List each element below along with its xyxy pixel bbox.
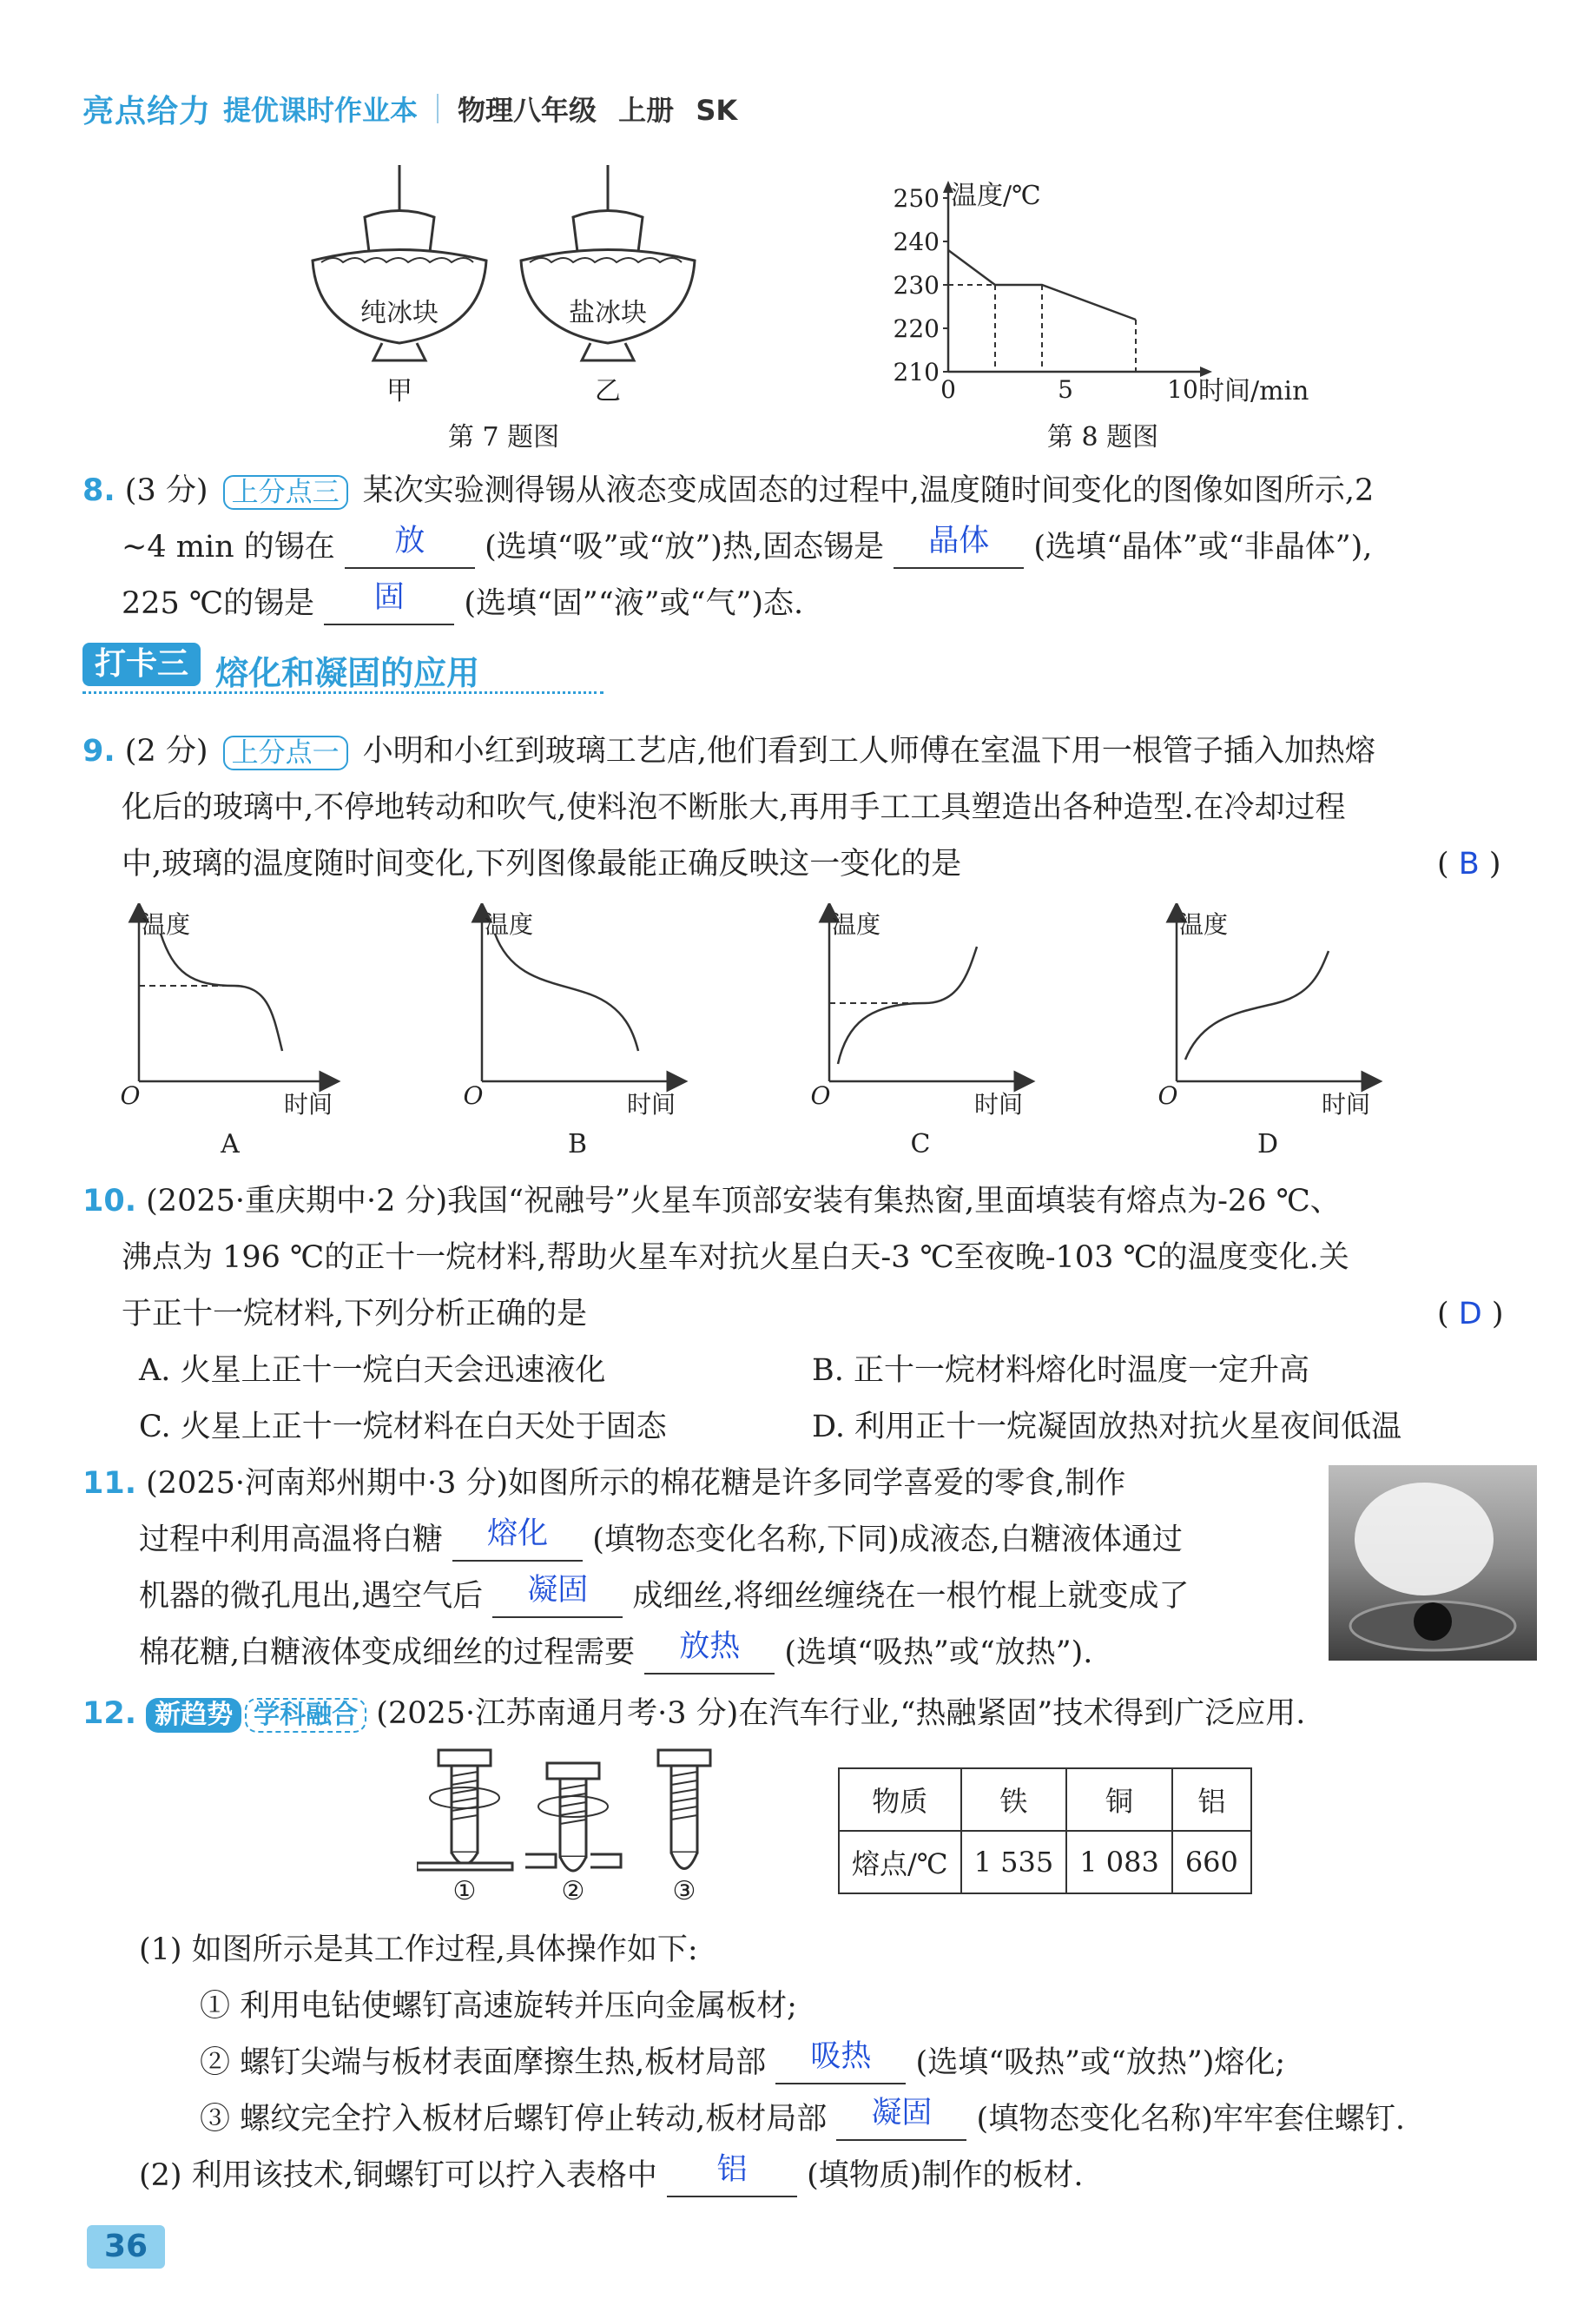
graph-a-ylabel: 温度 xyxy=(142,910,191,939)
screw-step-2 xyxy=(525,1763,621,1871)
q10-number: 10. xyxy=(82,1184,137,1219)
table-row-label: 熔点/℃ xyxy=(839,1831,961,1893)
q12-answer1: 吸热 xyxy=(810,2039,872,2074)
q12-tag-trend: 新趋势 xyxy=(146,1698,241,1733)
q8-text2a: ~4 min 的锡在 xyxy=(122,530,335,565)
graph-a-xlabel: 时间 xyxy=(283,1090,333,1119)
section-underline xyxy=(82,691,603,694)
q11-text3a: 机器的微孔甩出,遇空气后 xyxy=(139,1579,484,1614)
page-header xyxy=(82,83,737,135)
graph-d-ylabel: 温度 xyxy=(1179,910,1229,939)
graph-a-label[interactable]: A xyxy=(221,1129,240,1159)
q12-step2 xyxy=(200,2041,1285,2084)
q10-option-d[interactable]: D. 利用正十一烷凝固放热对抗火星夜间低温 xyxy=(812,1410,1402,1444)
graph-b-xlabel: 时间 xyxy=(626,1090,676,1119)
section-title: 熔化和凝固的应用 xyxy=(215,654,480,692)
q12-answer2: 凝固 xyxy=(871,2096,933,2130)
q8-blank3[interactable] xyxy=(324,580,454,625)
q8-text2b: (选填“吸”或“放”)热,固态锡是 xyxy=(485,530,885,565)
q12-number: 12. xyxy=(82,1696,137,1731)
graph-c-ylabel: 温度 xyxy=(832,910,881,939)
q8-text1: 某次实验测得锡从液态变成固态的过程中,温度随时间变化的图像如图所示,2 xyxy=(362,473,1375,508)
section-heading xyxy=(82,643,603,697)
q8-text3b: (选填“固”“液”或“气”)态. xyxy=(464,586,804,621)
table-header-cell: 铜 xyxy=(1066,1768,1172,1831)
q10-option-b[interactable]: B. 正十一烷材料熔化时温度一定升高 xyxy=(812,1353,1309,1388)
q12-part2b: (填物质)制作的板材. xyxy=(807,2158,1084,2193)
graph-d-origin: O xyxy=(1157,1081,1178,1110)
label-jia: 甲 xyxy=(386,376,412,406)
y-tick-label: 210 xyxy=(893,358,940,386)
page-number: 36 xyxy=(87,2225,165,2269)
brand-logo: 亮点给力 xyxy=(82,93,212,129)
label-yi: 乙 xyxy=(595,376,621,406)
chart-plot xyxy=(894,181,1212,404)
q10-line2: 沸点为 196 ℃的正十一烷材料,帮助火星车对抗火星白天-3 ℃至夜晚-103 ℃的温度变化.关 xyxy=(122,1240,1349,1275)
q11-line2 xyxy=(139,1518,1183,1562)
q8-number: 8. xyxy=(82,473,115,508)
q8-score: (3 分) xyxy=(124,473,208,508)
q8-answer1: 放 xyxy=(394,524,425,558)
q11-blank2[interactable] xyxy=(492,1573,623,1618)
book-info: 物理八年级 上册 SK xyxy=(458,94,738,127)
q11-text3b: 成细丝,将细丝缠绕在一根竹棍上就变成了 xyxy=(632,1579,1190,1614)
graph-c-origin: O xyxy=(810,1081,831,1110)
q12-step2b: (选填“吸热”或“放热”)熔化; xyxy=(915,2045,1286,2080)
q12-blank2[interactable] xyxy=(836,2096,966,2141)
q11-text4a: 棉花糖,白糖液体变成细丝的过程需要 xyxy=(139,1635,636,1670)
q8-tag: 上分点三 xyxy=(223,475,348,510)
step-1-label: ① xyxy=(452,1876,477,1906)
q11-text2b: (填物态变化名称,下同)成液态,白糖液体通过 xyxy=(592,1523,1183,1557)
q10-line3: 于正十一烷材料,下列分析正确的是 xyxy=(122,1297,588,1331)
q8-line1 xyxy=(82,469,1374,512)
q12-tag-fusion: 学科融合 xyxy=(245,1698,366,1733)
step-3-label: ③ xyxy=(672,1876,696,1906)
q12-step3a: ③ 螺纹完全拧入板材后螺钉停止转动,板材局部 xyxy=(200,2102,828,2137)
y-tick-label: 220 xyxy=(893,314,940,343)
q11-answer3: 放热 xyxy=(679,1629,741,1664)
q11-text2a: 过程中利用高温将白糖 xyxy=(139,1523,444,1557)
table-cell: 660 xyxy=(1172,1831,1251,1893)
q10-option-a[interactable]: A. 火星上正十一烷白天会迅速液化 xyxy=(139,1353,606,1388)
table-header-cell: 铝 xyxy=(1172,1768,1251,1831)
q9-tag: 上分点一 xyxy=(223,736,348,770)
q9-line2: 化后的玻璃中,不停地转动和吹气,使料泡不断胀大,再用手工工具塑造出各种造型.在冷却过程 xyxy=(122,790,1346,825)
q8-answer2: 晶体 xyxy=(928,524,990,558)
bowl-jia xyxy=(313,165,486,360)
q11-line3 xyxy=(139,1575,1190,1618)
table-header-cell: 物质 xyxy=(839,1768,961,1831)
q11-text1: (2025·河南郑州期中·3 分)如图所示的棉花糖是许多同学喜爱的零食,制作 xyxy=(146,1466,1126,1501)
y-tick-label: 230 xyxy=(893,271,940,300)
q10-answer-bracket: ( D ) xyxy=(1437,1297,1504,1331)
q12-text1: (2025·江苏南通月考·3 分)在汽车行业,“热融紧固”技术得到广泛应用. xyxy=(376,1696,1306,1731)
table-cell: 1 083 xyxy=(1066,1831,1172,1893)
x-tick-label: 0 xyxy=(940,375,956,404)
screw-step-3 xyxy=(658,1750,710,1869)
table-row xyxy=(839,1831,1251,1893)
q12-blank1[interactable] xyxy=(775,2039,906,2084)
q9-score: (2 分) xyxy=(124,734,208,769)
graph-c-xlabel: 时间 xyxy=(973,1090,1023,1119)
q9-answer-bracket: ( B ) xyxy=(1437,847,1501,882)
q9-number: 9. xyxy=(82,734,115,769)
q12-line1 xyxy=(82,1692,1305,1735)
q8-text2c: (选填“晶体”或“非晶体”), xyxy=(1033,530,1373,565)
cotton-candy-photo xyxy=(1329,1465,1537,1661)
q8-line2 xyxy=(122,525,1372,569)
graph-c-label[interactable]: C xyxy=(910,1129,931,1159)
graph-a-origin: O xyxy=(120,1081,141,1110)
chart-ylabel: 温度/℃ xyxy=(951,181,1041,211)
q11-number: 11. xyxy=(82,1466,137,1501)
graph-b-origin: O xyxy=(463,1081,484,1110)
q12-answer3: 铝 xyxy=(716,2152,748,2187)
table-header-cell: 铁 xyxy=(961,1768,1067,1831)
q9-text1: 小明和小红到玻璃工艺店,他们看到工人师傅在室温下用一根管子插入加热熔 xyxy=(362,734,1375,769)
q9-line1 xyxy=(82,730,1375,773)
q11-blank1[interactable] xyxy=(452,1516,583,1562)
q8-answer3: 固 xyxy=(373,580,405,615)
q11-text4b: (选填“吸热”或“放热”). xyxy=(784,1635,1093,1670)
graph-b-ylabel: 温度 xyxy=(485,910,534,939)
q11-line1 xyxy=(82,1462,1125,1505)
q8-line3 xyxy=(122,582,803,625)
q11-blank3[interactable] xyxy=(644,1629,775,1675)
graph-d-label[interactable]: D xyxy=(1256,1129,1279,1159)
y-tick-label: 240 xyxy=(893,228,940,256)
x-tick-label: 10 xyxy=(1167,375,1198,404)
q9-graphs xyxy=(104,903,1537,1164)
graph-b-label[interactable]: B xyxy=(567,1129,588,1159)
bowl-yi xyxy=(521,165,695,360)
q12-step3 xyxy=(200,2097,1405,2141)
q12-part1: (1) 如图所示是其工作过程,具体操作如下: xyxy=(139,1932,698,1967)
q9-answer: B xyxy=(1458,847,1480,882)
chart-xlabel: 时间/min xyxy=(1198,376,1309,406)
table-cell: 1 535 xyxy=(961,1831,1067,1893)
screw-step-1 xyxy=(417,1750,512,1870)
bowl-jia-label: 纯冰块 xyxy=(360,298,439,328)
x-tick-label: 5 xyxy=(1058,375,1073,404)
q8-blank1[interactable] xyxy=(345,524,475,569)
q10-answer: D xyxy=(1458,1297,1482,1331)
q12-step3b: (填物态变化名称)牢牢套住螺钉. xyxy=(976,2102,1405,2137)
q8-blank2[interactable] xyxy=(894,524,1024,569)
bowl-yi-label: 盐冰块 xyxy=(569,298,647,328)
y-tick-label: 250 xyxy=(893,184,940,213)
book-subtitle: 提优课时作业本 xyxy=(223,94,419,127)
q10-text1: (2025·重庆期中·2 分)我国“祝融号”火星车顶部安装有集热窗,里面填装有熔点为-26 ℃、 xyxy=(146,1184,1341,1219)
section-label: 打卡三 xyxy=(82,643,201,686)
q10-line1 xyxy=(82,1179,1341,1223)
q9-line3: 中,玻璃的温度随时间变化,下列图像最能正确反映这一变化的是 xyxy=(122,847,962,882)
q11-answer2: 凝固 xyxy=(527,1573,589,1608)
q12-part2 xyxy=(139,2154,1084,2197)
graph-d-xlabel: 时间 xyxy=(1321,1090,1370,1119)
q8-text3a: 225 ℃的锡是 xyxy=(122,586,315,621)
figure-7-caption: 第 7 题图 xyxy=(447,422,560,452)
table-header-row xyxy=(839,1768,1251,1831)
q10-option-c[interactable]: C. 火星上正十一烷材料在白天处于固态 xyxy=(139,1410,667,1444)
q12-part2a: (2) 利用该技术,铜螺钉可以拧入表格中 xyxy=(139,2158,657,2193)
step-2-label: ② xyxy=(561,1876,585,1906)
figure-8-caption: 第 8 题图 xyxy=(1046,422,1159,452)
q11-answer1: 熔化 xyxy=(487,1516,549,1551)
q12-blank3[interactable] xyxy=(667,2152,797,2197)
melting-point-table xyxy=(838,1767,1252,1894)
header-divider xyxy=(437,94,439,123)
q12-step1: ① 利用电钻使螺钉高速旋转并压向金属板材; xyxy=(200,1989,797,2024)
q12-step2a: ② 螺钉尖端与板材表面摩擦生热,板材局部 xyxy=(200,2045,767,2080)
q11-line4 xyxy=(139,1631,1092,1675)
